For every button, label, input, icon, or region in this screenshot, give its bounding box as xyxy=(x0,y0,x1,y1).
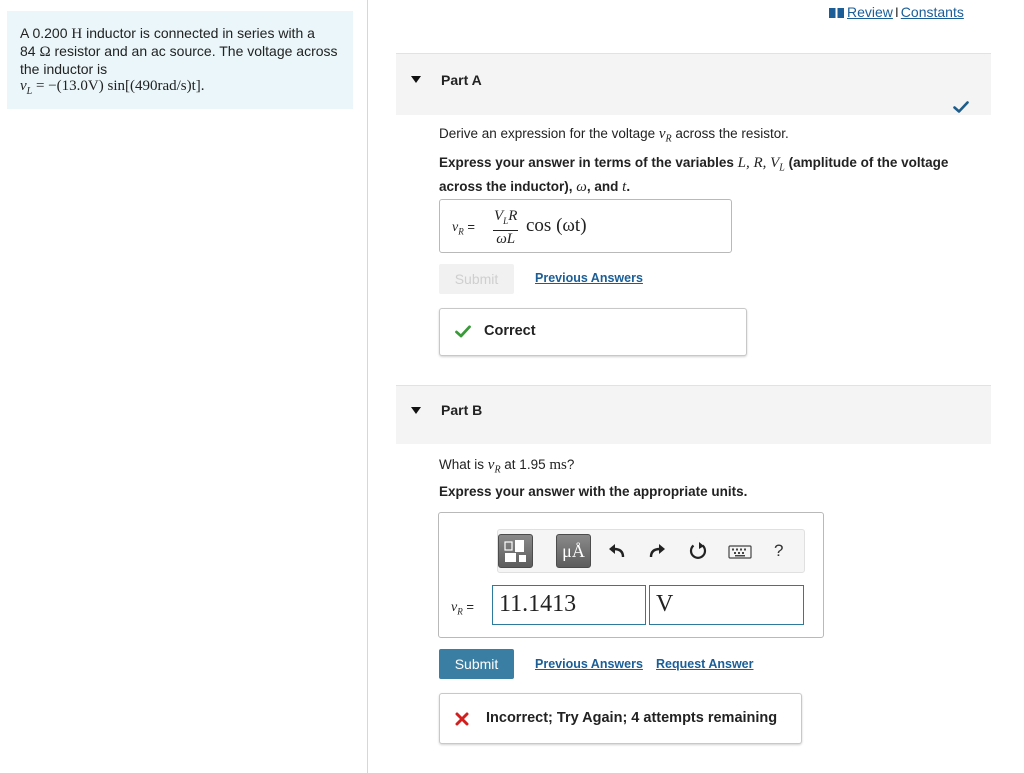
part-b-previous-answers-link[interactable]: Previous Answers xyxy=(535,657,643,671)
undo-icon[interactable] xyxy=(608,543,626,559)
link-separator: I xyxy=(894,4,899,20)
part-b-submit-button[interactable]: Submit xyxy=(439,649,514,679)
answer-cos-term: cos (ωt) xyxy=(526,215,587,236)
prompt-text: at 1.95 xyxy=(500,457,550,472)
templates-icon xyxy=(499,535,532,567)
problem-text: resistor and an ac source. The voltage across xyxy=(50,43,338,59)
instruction-text: (amplitude of the voltage xyxy=(784,155,949,170)
answer-label xyxy=(451,599,474,617)
templates-button[interactable] xyxy=(498,534,533,568)
prompt-var: v xyxy=(487,457,495,473)
answer-label xyxy=(452,219,475,237)
problem-text: inductor is connected in series with a xyxy=(82,25,315,41)
value-input[interactable]: 11.1413 xyxy=(492,585,646,625)
fraction-denominator: ωL xyxy=(496,231,516,247)
units-button[interactable]: μÅ xyxy=(556,534,591,568)
part-a-title: Part A xyxy=(441,72,482,88)
label-sub: R xyxy=(458,226,464,237)
reset-icon[interactable] xyxy=(688,541,708,561)
keyboard-icon[interactable] xyxy=(728,545,752,559)
constants-link[interactable]: Constants xyxy=(900,4,964,20)
prompt-sub: R xyxy=(494,464,501,476)
prompt-unit: ms xyxy=(549,457,567,473)
instruction-text: . xyxy=(626,178,631,194)
label-eq: = xyxy=(462,599,474,614)
instruction-vars: L, R, V xyxy=(737,155,780,171)
label-sub: R xyxy=(457,606,463,617)
part-b-answer-area xyxy=(438,512,824,638)
num-v: V xyxy=(494,208,504,224)
ohm-symbol: Ω xyxy=(39,44,51,60)
prompt-var: v xyxy=(658,126,666,142)
unit-input[interactable]: V xyxy=(649,585,804,625)
instruction-text: across the inductor), xyxy=(439,178,577,194)
part-a-header[interactable] xyxy=(396,53,991,115)
problem-line-2 xyxy=(20,43,341,61)
part-b-header[interactable] xyxy=(396,385,991,444)
instruction-text: , and xyxy=(586,178,623,194)
fraction-numerator xyxy=(493,209,518,231)
part-a-feedback xyxy=(439,308,747,356)
part-a-submit-button[interactable]: Submit xyxy=(439,264,514,294)
instruction-omega: ω xyxy=(576,178,587,195)
top-links xyxy=(829,4,964,20)
prompt-sub: R xyxy=(665,133,672,145)
problem-statement xyxy=(7,11,353,109)
label-var: v xyxy=(452,220,459,235)
part-a-answer-box xyxy=(439,199,732,253)
inductor-voltage-equation xyxy=(20,78,341,100)
problem-line-3: the inductor is xyxy=(20,61,108,77)
label-eq: = xyxy=(463,219,475,234)
help-button[interactable]: ? xyxy=(774,541,784,560)
request-answer-link[interactable]: Request Answer xyxy=(656,657,754,671)
prompt-text: across the resistor. xyxy=(671,126,789,141)
part-a-prompt xyxy=(439,126,789,145)
problem-text: A 0.200 xyxy=(20,25,72,41)
correct-text: Correct xyxy=(484,323,536,339)
prompt-text: Derive an expression for the voltage xyxy=(439,126,659,141)
panel-divider xyxy=(367,0,368,773)
instruction-t: t xyxy=(622,178,627,195)
incorrect-text: Incorrect; Try Again; 4 attempts remaining xyxy=(486,710,778,726)
prompt-text: ? xyxy=(566,457,575,472)
math-toolbar xyxy=(497,529,805,573)
correct-check-icon xyxy=(455,325,471,338)
part-b-prompt xyxy=(439,457,574,476)
collapse-caret-icon[interactable] xyxy=(411,76,421,83)
label-var: v xyxy=(451,600,458,615)
review-link[interactable]: Review xyxy=(847,4,893,20)
instruction-text: Express your answer in terms of the variables xyxy=(439,155,738,170)
eq-sub: L xyxy=(26,86,33,97)
instruction-sub: L xyxy=(779,162,785,174)
part-b-instruction: Express your answer with the appropriate units. xyxy=(439,484,748,499)
answer-fraction xyxy=(493,209,518,247)
incorrect-x-icon xyxy=(455,712,469,726)
collapse-caret-icon[interactable] xyxy=(411,407,421,414)
eq-var: v xyxy=(20,78,27,94)
part-a-instruction xyxy=(439,154,984,196)
eq-rest: = −(13.0V) sin[(490rad/s)t]. xyxy=(32,78,205,94)
completed-check-icon xyxy=(953,101,969,113)
part-b-title: Part B xyxy=(441,402,483,418)
problem-text: 84 xyxy=(20,43,40,59)
part-a-previous-answers-link[interactable]: Previous Answers xyxy=(535,271,643,285)
redo-icon[interactable] xyxy=(648,543,666,559)
num-r: R xyxy=(508,208,518,224)
inductance-unit: H xyxy=(71,26,83,42)
num-sub: L xyxy=(503,216,509,226)
part-b-feedback xyxy=(439,693,802,744)
prompt-text: What is xyxy=(439,457,488,472)
book-icon xyxy=(829,8,844,18)
problem-line-1 xyxy=(20,25,341,43)
